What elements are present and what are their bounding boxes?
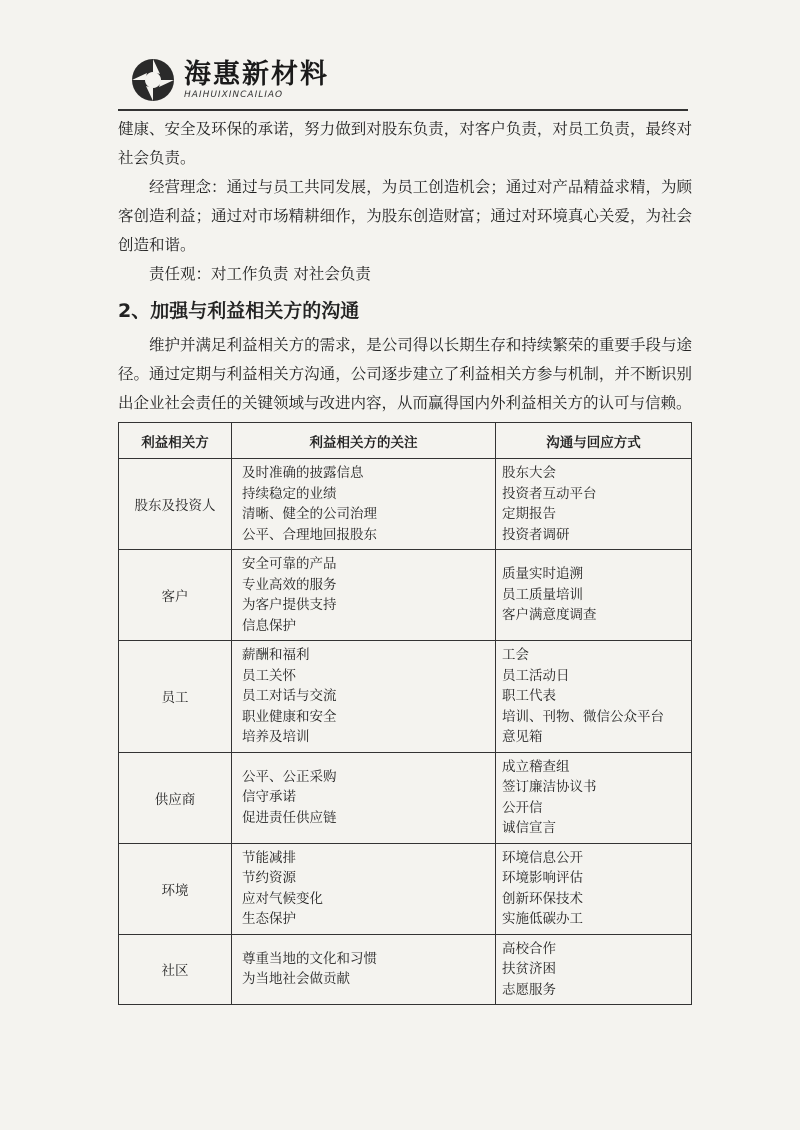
concern-item: 持续稳定的业绩 — [242, 485, 337, 502]
concern-item: 薪酬和福利 — [242, 647, 310, 663]
column-header-stakeholder: 利益相关方 — [119, 423, 232, 459]
concern-item: 促进责任供应链 — [242, 809, 337, 826]
concern-item: 专业高效的服务 — [242, 576, 337, 593]
company-name-cn: 海惠新材料 — [184, 58, 329, 90]
response-item: 扶贫济困 — [502, 961, 556, 977]
concern-item: 节能减排 — [242, 849, 296, 866]
stakeholder-name: 客户 — [119, 550, 232, 641]
stakeholder-name: 供应商 — [119, 752, 232, 843]
response-item: 公开信 — [502, 799, 543, 816]
section-title: 2、加强与利益相关方的沟通 — [118, 300, 360, 322]
stakeholder-name: 社区 — [119, 934, 232, 1005]
response-item: 工会 — [502, 647, 529, 663]
response-item: 高校合作 — [502, 940, 556, 957]
concern-item: 员工关怀 — [242, 667, 296, 684]
table-row — [119, 843, 692, 934]
concern-item: 信息保护 — [242, 617, 296, 634]
concern-item: 信守承诺 — [242, 789, 296, 806]
paragraph-responsibility: 责任观：对工作负责 对社会负责 — [149, 265, 371, 283]
response-item: 员工质量培训 — [502, 586, 583, 603]
response-item: 培训、刊物、微信公众平台 — [502, 708, 664, 725]
response-item: 环境影响评估 — [502, 870, 583, 886]
response-item: 诚信宣言 — [502, 820, 556, 836]
table-row — [119, 752, 692, 843]
paragraph-commitment: 健康、安全及环保的承诺，努力做到对股东负责，对客户负责，对员工负责，最终对社会负责。 — [118, 120, 692, 167]
concern-item: 生态保护 — [242, 911, 296, 927]
concern-item: 为当地社会做贡献 — [242, 971, 350, 988]
table-row — [119, 550, 692, 641]
header-divider — [118, 109, 688, 111]
response-item: 股东大会 — [502, 465, 556, 481]
table-row — [119, 459, 692, 550]
response-item: 意见箱 — [502, 729, 543, 745]
concern-item: 及时准确的披露信息 — [242, 465, 364, 481]
response-item: 成立稽查组 — [502, 758, 570, 775]
company-logo-icon — [130, 57, 176, 103]
response-item: 职工代表 — [502, 688, 556, 704]
stakeholder-name: 员工 — [119, 641, 232, 753]
concern-item: 员工对话与交流 — [242, 688, 337, 704]
table-row — [119, 641, 692, 753]
response-item: 环境信息公开 — [502, 849, 583, 866]
response-item: 客户满意度调查 — [502, 607, 597, 624]
response-item: 志愿服务 — [502, 981, 556, 998]
response-item: 质量实时追溯 — [502, 566, 583, 583]
response-item: 实施低碳办工 — [502, 911, 583, 927]
company-name-en: HAIHUIXINCAILIAO — [184, 89, 284, 100]
stakeholder-name: 股东及投资人 — [119, 459, 232, 550]
response-item: 投资者互动平台 — [502, 485, 597, 502]
column-header-concerns: 利益相关方的关注 — [232, 423, 496, 459]
main-content — [118, 115, 692, 1005]
table-header-row — [119, 423, 692, 459]
concern-item: 清晰、健全的公司治理 — [242, 506, 377, 522]
section-paragraph: 维护并满足利益相关方的需求，是公司得以长期生存和持续繁荣的重要手段与途径。通过定期与利益相关方沟通，公司逐步建立了利益相关方参与机制，并不断识别出企业社会责任的关键领域与改进内容，从而赢得国内外利益相关方的认可与信赖。 — [118, 336, 692, 412]
stakeholder-name: 环境 — [119, 843, 232, 934]
concern-item: 培养及培训 — [242, 729, 310, 745]
concern-item: 为客户提供支持 — [242, 597, 337, 613]
response-item: 员工活动日 — [502, 667, 570, 684]
stakeholder-table — [118, 422, 692, 1005]
column-header-responses: 沟通与回应方式 — [496, 423, 692, 459]
concern-item: 公平、公正采购 — [242, 768, 337, 785]
concern-item: 节约资源 — [242, 870, 296, 886]
response-item: 定期报告 — [502, 506, 556, 522]
concern-item: 职业健康和安全 — [242, 708, 337, 725]
table-row — [119, 934, 692, 1005]
company-header — [130, 55, 329, 105]
concern-item: 公平、合理地回报股东 — [242, 526, 377, 543]
concern-item: 应对气候变化 — [242, 890, 323, 907]
response-item: 签订廉洁协议书 — [502, 779, 597, 795]
response-item: 投资者调研 — [502, 526, 570, 543]
response-item: 创新环保技术 — [502, 890, 583, 907]
concern-item: 尊重当地的文化和习惯 — [242, 950, 377, 967]
concern-item: 安全可靠的产品 — [242, 556, 337, 572]
paragraph-business-philosophy: 经营理念：通过与员工共同发展，为员工创造机会；通过对产品精益求精，为顾客创造利益；通过对市场精耕细作，为股东创造财富；通过对环境真心关爱，为社会创造和谐。 — [118, 178, 692, 254]
